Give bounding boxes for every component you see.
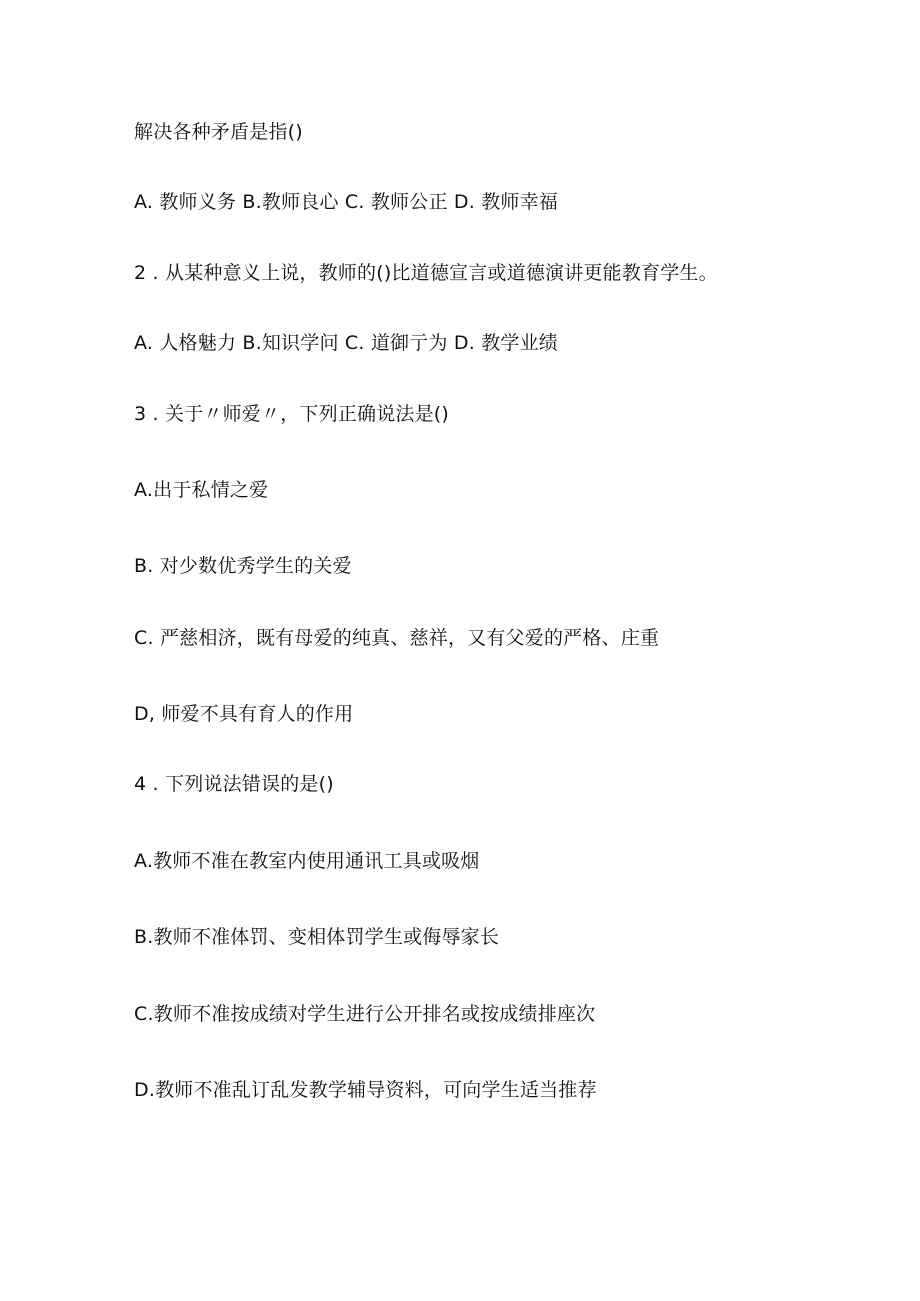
question-3-option-a: A.出于私情之爱 <box>134 479 269 501</box>
question-4-option-c: C.教师不准按成绩对学生进行公开排名或按成绩排座次 <box>134 1003 596 1025</box>
question-2-stem: 2 . 从某种意义上说，教师的()比道德宣言或道德演讲更能教育学生。 <box>134 262 718 284</box>
question-1-options: A. 教师义务 B.教师良心 C. 教师公正 D. 教师幸福 <box>134 191 558 213</box>
question-3-option-b: B. 对少数优秀学生的关爱 <box>134 555 352 577</box>
question-3-option-c: C. 严慈相济，既有母爱的纯真、慈祥，又有父爱的严格、庄重 <box>134 627 660 649</box>
question-2-options: A. 人格魅力 B.知识学问 C. 道御亍为 D. 教学业绩 <box>134 332 558 354</box>
question-4-option-a: A.教师不准在教室内使用通讯工具或吸烟 <box>134 850 480 872</box>
question-4-stem: 4 . 下列说法错误的是() <box>134 773 334 795</box>
question-4-option-b: B.教师不准体罚、变相体罚学生或侮辱家长 <box>134 926 500 948</box>
question-4-option-d: D.教师不准乱订乱发教学辅导资料，可向学生适当推荐 <box>134 1079 597 1101</box>
question-3-option-d: D, 师爱不具有育人的作用 <box>134 703 354 725</box>
question-3-stem: 3 . 关于〃师爱〃，下列正确说法是() <box>134 403 450 425</box>
question-1-stem: 解决各种矛盾是指() <box>134 121 303 143</box>
